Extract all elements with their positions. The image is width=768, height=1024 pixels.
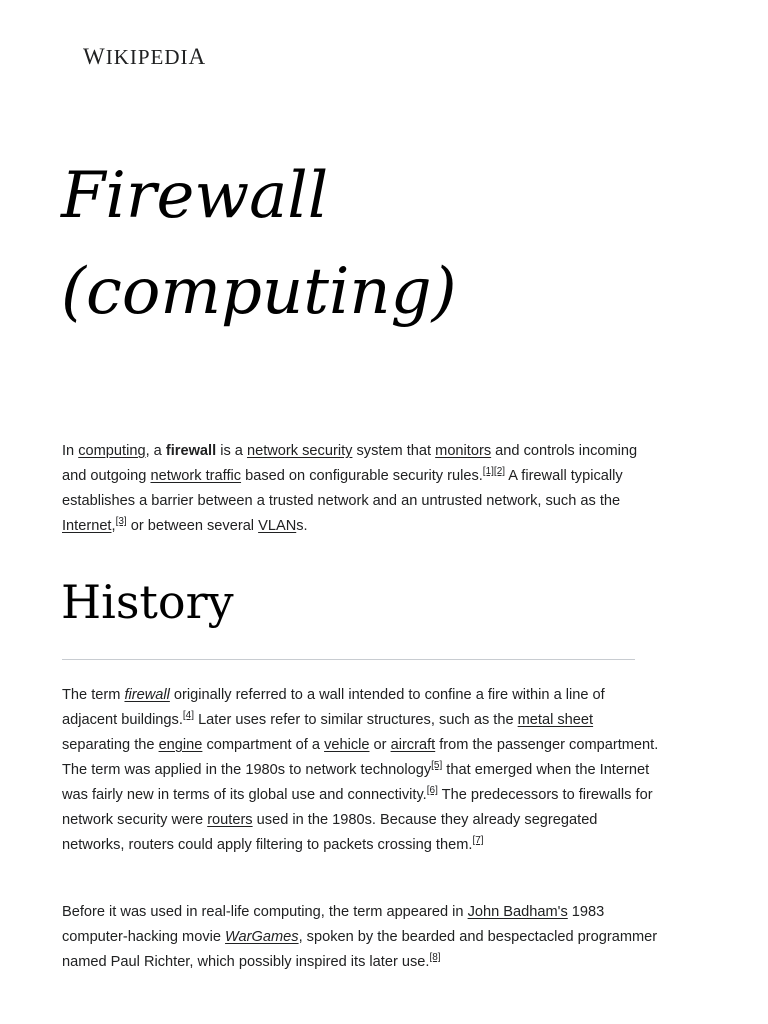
link-routers[interactable]: routers: [207, 812, 253, 828]
logo-letter-w: W: [83, 44, 106, 69]
link-wargames[interactable]: [225, 929, 299, 945]
ref-link-6[interactable]: [6]: [426, 785, 438, 796]
history-section-p2: [62, 900, 662, 975]
text: is a: [216, 443, 247, 459]
text: separating the: [62, 737, 159, 753]
link-engine[interactable]: engine: [158, 737, 203, 753]
text: from the passenger compartment. The term was applied in the 1980s to network technology: [62, 737, 659, 778]
logo-letters-mid: IKIPEDI: [105, 45, 189, 69]
text: ,: [111, 518, 116, 534]
ref-link-5[interactable]: [5]: [431, 760, 443, 771]
link-vlan[interactable]: VLAN: [258, 518, 297, 534]
text: that emerged when the Internet was fairly new in terms of its global use and connectivity.: [62, 762, 650, 803]
text: The term: [62, 687, 125, 703]
text: , a: [145, 443, 166, 459]
link-vehicle[interactable]: vehicle: [324, 737, 370, 753]
link-monitors[interactable]: monitors: [435, 443, 492, 459]
citation-7[interactable]: [472, 835, 483, 846]
bold-firewall: firewall: [165, 443, 217, 459]
text: originally referred to a wall intended to confine a fire within a line of adjacent buildings.: [62, 687, 605, 728]
history-paragraph-2: [62, 900, 662, 975]
link-metal-sheet[interactable]: metal sheet: [517, 712, 594, 728]
text: or: [369, 737, 391, 753]
citation-8[interactable]: [429, 952, 440, 963]
ref-link-8[interactable]: [8]: [429, 952, 441, 963]
text: 1983 computer-hacking movie: [62, 904, 605, 945]
text: system that: [352, 443, 436, 459]
text: or between several: [126, 518, 259, 534]
citation-3[interactable]: [116, 516, 127, 527]
intro-section: [62, 439, 662, 539]
text: Before it was used in real-life computing, the term appeared in: [62, 904, 468, 920]
history-section-p1: [62, 683, 662, 858]
ref-link-7[interactable]: [7]: [472, 835, 484, 846]
text: and controls incoming and outgoing: [62, 443, 638, 484]
text: , spoken by the bearded and bespectacled programmer named Paul Richter, which possibly inspired its later use.: [62, 929, 658, 970]
ref-link-3[interactable]: [3]: [115, 516, 127, 527]
text: based on configurable security rules.: [241, 468, 483, 484]
link-computing[interactable]: computing: [78, 443, 146, 459]
link-john-badham[interactable]: John Badham's: [467, 904, 568, 920]
history-paragraph-1: [62, 683, 662, 858]
wikipedia-logo[interactable]: [83, 44, 206, 70]
text: A firewall typically establishes a barrier between a trusted network and an untrusted network, such as the: [62, 468, 623, 509]
link-network-traffic[interactable]: network traffic: [150, 468, 242, 484]
link-aircraft[interactable]: aircraft: [390, 737, 436, 753]
intro-paragraph: [62, 439, 662, 539]
ref-link-1[interactable]: [1]: [482, 466, 494, 477]
citation-1[interactable]: [483, 466, 494, 477]
history-heading: History: [61, 575, 234, 629]
ref-link-4[interactable]: [4]: [182, 710, 195, 721]
text: s.: [296, 518, 308, 534]
link-network-security[interactable]: network security: [246, 443, 353, 459]
logo-letter-a: A: [188, 44, 207, 69]
heading-divider: [62, 659, 635, 660]
italic-firewall: firewall: [124, 687, 170, 703]
title-line-2: (computing): [61, 255, 457, 329]
text: used in the 1980s. Because they already segregated networks, routers could apply filtering to packets crossing them.: [62, 812, 598, 853]
italic-wargames: WarGames: [225, 929, 299, 945]
text: Later uses refer to similar structures, such as the: [194, 712, 518, 728]
citation-6[interactable]: [427, 785, 438, 796]
page-title: [61, 148, 701, 340]
citation-2[interactable]: [494, 466, 505, 477]
citation-5[interactable]: [431, 760, 442, 771]
link-internet[interactable]: Internet: [62, 518, 112, 534]
title-line-1: Firewall: [61, 159, 329, 233]
ref-link-2[interactable]: [2]: [493, 466, 506, 477]
text: compartment of a: [202, 737, 325, 753]
text: The predecessors to firewalls for network security were: [62, 787, 653, 828]
text: In: [62, 443, 79, 459]
link-firewall[interactable]: [124, 687, 169, 703]
citation-4[interactable]: [183, 710, 194, 721]
